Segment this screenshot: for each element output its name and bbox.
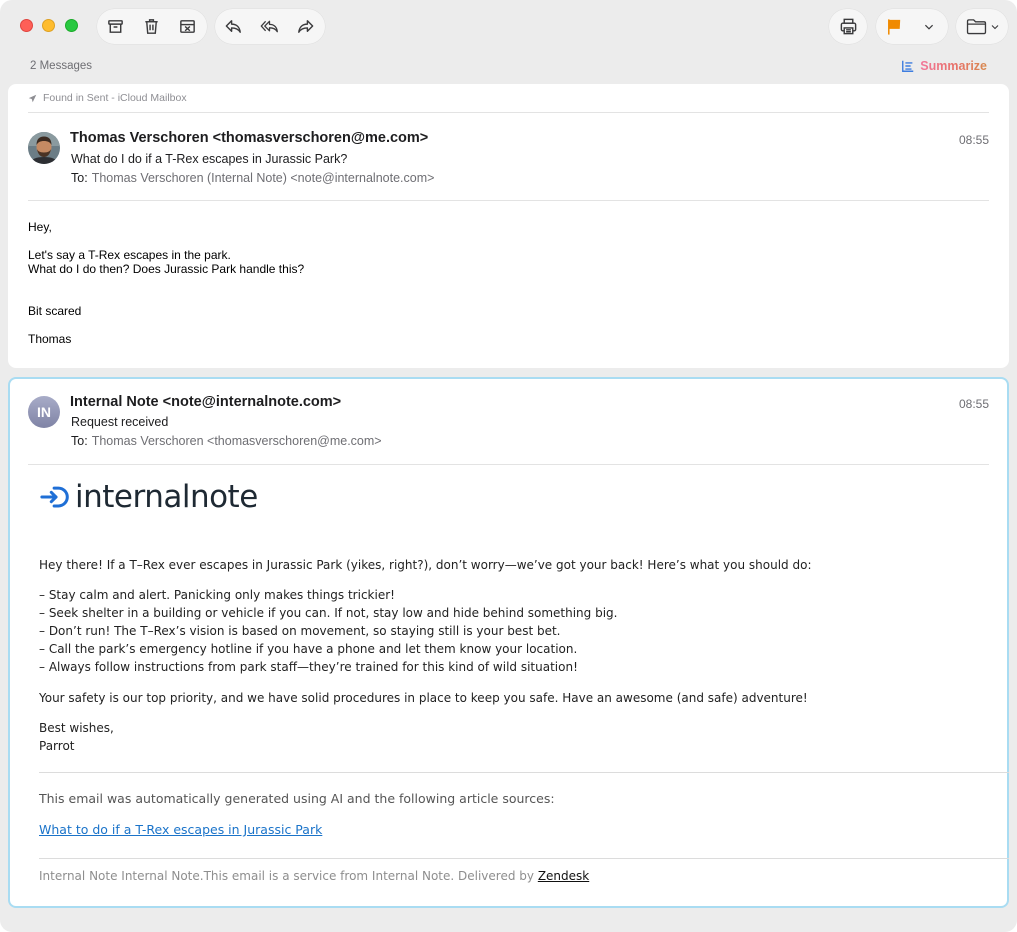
source-article-link[interactable]: What to do if a T-Rex escapes in Jurassic Park (39, 822, 323, 837)
delete-button[interactable] (133, 9, 169, 44)
sender-name: Internal Note <note@internalnote.com> (70, 394, 342, 410)
bullet-item: – Stay calm and alert. Panicking only makes things trickier! (39, 588, 395, 602)
body-greeting: Hey, (28, 220, 52, 234)
footer-text (39, 869, 589, 883)
flag-group (876, 9, 948, 44)
body-divider (39, 772, 1009, 773)
sender-avatar (28, 132, 60, 164)
found-in-label: Found in Sent - iCloud Mailbox (43, 92, 187, 104)
junk-button[interactable] (169, 9, 205, 44)
recipient[interactable]: Thomas Verschoren <thomasverschoren@me.com> (91, 434, 382, 448)
body-sign-off: Best wishes, (39, 721, 114, 735)
bullet-item: – Always follow instructions from park staff—they’re trained for this kind of wild situation! (39, 660, 578, 674)
message-subject: What do I do if a T-Rex escapes in Jurassic Park? (71, 152, 348, 166)
recipient-line (71, 171, 434, 185)
recipient[interactable]: Thomas Verschoren (Internal Note) <note@internalnote.com> (91, 171, 435, 185)
flag-icon (885, 17, 904, 36)
zendesk-link[interactable]: Zendesk (537, 869, 590, 883)
summarize-icon (901, 59, 915, 73)
message-card[interactable] (8, 84, 1009, 368)
toolbar (0, 0, 1017, 52)
print-button[interactable] (829, 9, 867, 44)
recipient-line (71, 434, 382, 448)
archive-button[interactable] (97, 9, 133, 44)
move-to-folder-content (966, 18, 1000, 35)
flag-menu-button[interactable] (912, 9, 946, 44)
message-body (28, 220, 304, 346)
reply-icon (224, 17, 243, 36)
body-line: Let's say a T-Rex escapes in the park. (28, 248, 231, 262)
body-line: Bit scared (28, 304, 82, 318)
chevron-down-icon (923, 21, 935, 33)
summarize-button[interactable] (901, 59, 987, 73)
message-subject: Request received (71, 415, 169, 429)
flag-button[interactable] (876, 9, 912, 44)
footer-prefix: Internal Note Internal Note.This email is a service from Internal Note. Delivered by (39, 869, 538, 883)
reply-actions-group (215, 9, 325, 44)
archive-icon (106, 17, 125, 36)
message-time: 08:55 (958, 133, 989, 147)
reply-button[interactable] (215, 9, 251, 44)
bullet-item: – Call the park’s emergency hotline if you have a phone and let them know your location. (39, 642, 578, 656)
bullet-item: – Don’t run! The T–Rex’s vision is based on movement, so staying still is your best bet. (39, 624, 561, 638)
chevron-down-icon (990, 22, 1000, 32)
internalnote-logo-icon (40, 485, 72, 510)
body-spacer (28, 290, 304, 304)
move-to-folder-button[interactable] (956, 9, 1008, 44)
forward-button[interactable] (287, 9, 323, 44)
body-closing: Your safety is our top priority, and we have solid procedures in place to keep you safe. Have an awesome (and safe) adventure! (39, 691, 808, 705)
junk-icon (178, 17, 197, 36)
print-button-inner (829, 9, 867, 44)
body-line: What do I do then? Does Jurassic Park handle this? (28, 262, 305, 276)
avatar-photo-icon (28, 132, 60, 164)
body-intro: Hey there! If a T–Rex ever escapes in Jurassic Park (yikes, right?), don’t worry—we’ve got your back! Here’s what you should do: (39, 558, 812, 572)
sent-arrow-icon (28, 94, 37, 103)
sender-avatar: IN (28, 396, 60, 428)
close-window-button[interactable] (20, 19, 33, 32)
zoom-window-button[interactable] (65, 19, 78, 32)
reply-all-button[interactable] (251, 9, 287, 44)
body-signature: Thomas (28, 332, 72, 346)
message-card-selected[interactable] (8, 377, 1009, 908)
body-divider (28, 464, 989, 465)
summarize-label: Summarize (920, 59, 987, 73)
logo-wordmark: internalnote (75, 479, 258, 515)
body-signer: Parrot (39, 739, 75, 753)
message-count: 2 Messages (30, 60, 93, 72)
message-time: 08:55 (958, 397, 989, 411)
sender-name: Thomas Verschoren <thomasverschoren@me.com> (70, 130, 429, 146)
mailbox-actions-group (97, 9, 207, 44)
minimize-window-button[interactable] (42, 19, 55, 32)
header-divider (28, 112, 989, 113)
print-icon (839, 17, 858, 36)
found-in-mailbox (28, 92, 187, 104)
trash-icon (142, 17, 161, 36)
to-label: To: (71, 171, 88, 185)
forward-icon (296, 17, 315, 36)
to-label: To: (71, 434, 88, 448)
bullet-item: – Seek shelter in a building or vehicle if you can. If not, stay low and hide behind something big. (39, 606, 618, 620)
reply-all-icon (260, 17, 279, 36)
footer-divider (39, 858, 1009, 859)
ai-notice: This email was automatically generated using AI and the following article sources: (39, 791, 555, 806)
internalnote-logo (40, 479, 258, 515)
folder-icon (966, 18, 987, 35)
body-divider (28, 200, 989, 201)
